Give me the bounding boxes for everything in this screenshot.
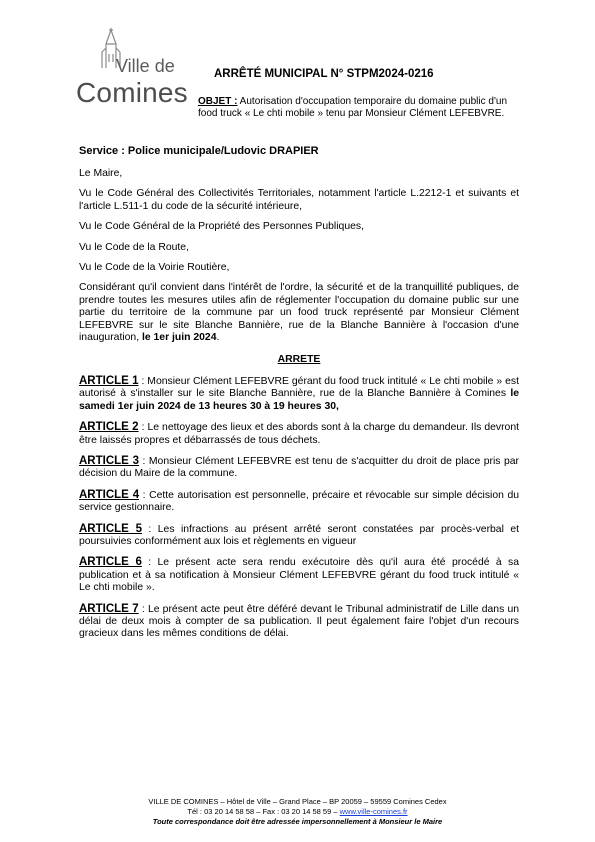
article bbox=[79, 523, 519, 549]
footer-contact bbox=[0, 807, 595, 817]
service-line: Service : Police municipale/Ludovic DRAPIER bbox=[79, 145, 319, 157]
article-label: ARTICLE 6 bbox=[79, 556, 142, 569]
document-body bbox=[79, 168, 519, 649]
article bbox=[79, 603, 519, 641]
considerant-date: le 1er juin 2024 bbox=[139, 332, 217, 344]
article-text: : Monsieur Clément LEFEBVRE gérant du food truck intitulé « Le chti mobile » est autorisé à s'installer sur le site Blanche Bannière, rue de la Blanche Bannière à Comines bbox=[79, 375, 520, 400]
footer-phone-fax: Tél : 03 20 14 58 58 – Fax : 03 20 14 58 59 – bbox=[187, 807, 340, 816]
considerant-end: . bbox=[216, 332, 220, 344]
arrete-heading: ARRETE bbox=[277, 354, 321, 366]
article-label: ARTICLE 5 bbox=[79, 522, 142, 535]
article-text: : Monsieur Clément LEFEBVRE est tenu de s'acquitter du droit de place pris par décision du Maire de la commune. bbox=[79, 455, 519, 480]
paragraph-cgct: Vu le Code Général des Collectivités Territoriales, notamment l'article L.2212-1 et suivants et l'article L.511-1 du code de la sécurité intérieure, bbox=[79, 188, 519, 212]
article-text: : Le nettoyage des lieux et des abords sont à la charge du demandeur. Ils devront être laissés propres et débarrassés de tous déchets. bbox=[79, 422, 520, 446]
article-label: ARTICLE 1 bbox=[79, 374, 139, 387]
paragraph-cgppp: Vu le Code Général de la Propriété des Personnes Publiques, bbox=[79, 221, 364, 233]
article-label: ARTICLE 7 bbox=[79, 602, 139, 615]
article bbox=[79, 421, 519, 447]
objet-text: Autorisation d'occupation temporaire du domaine public d'un food truck « Le chti mobile » tenu par Monsieur Clément LEFEBVRE. bbox=[198, 96, 507, 119]
considerant-text: Considérant qu'il convient dans l'intérêt de l'ordre, la sécurité et de la tranquillité publiques, de prendre toutes les mesures utiles afin de réglementer l'occupation du domaine public sur une partie du territoire de la commune par un food truck représenté par Monsieur Clément LEFEBVRE sur le site Blanche Bannière, rue de la Blanche Bannière à l'occasion d'une inauguration, bbox=[79, 282, 519, 344]
article-text: : Le présent acte peut être déféré devant le Tribunal administratif de Lille dans un délai de deux mois à compter de sa publication. Il peut également faire l'objet d'un recours gracieux dans les mêmes conditions de délai. bbox=[79, 603, 520, 640]
document-title: ARRÊTÉ MUNICIPAL N° STPM2024-0216 bbox=[214, 68, 434, 80]
footer-notice: Toute correspondance doit être adressée impersonnellement à Monsieur le Maire bbox=[152, 817, 443, 826]
article bbox=[79, 455, 519, 481]
article-bold-text: le samedi 1er juin 2024 de 13 heures 30 à 19 heures 30, bbox=[79, 388, 519, 412]
article bbox=[79, 489, 519, 515]
article bbox=[79, 375, 519, 413]
article-text: : Le présent acte sera rendu exécutoire dès qu'il aura été procédé à sa publication et à sa notification à Monsieur Clément LEFEBVRE gérant du food truck intitulé « Le chti mobile ». bbox=[79, 557, 519, 594]
ville-de-comines-logo bbox=[76, 28, 194, 110]
paragraph-voirie: Vu le Code de la Voirie Routière, bbox=[79, 262, 230, 274]
footer-address: VILLE DE COMINES – Hôtel de Ville – Grand Place – BP 20059 – 59559 Comines Cedex bbox=[148, 797, 447, 806]
logo-text-ville-de: Ville de bbox=[116, 56, 175, 76]
objet-block bbox=[198, 96, 518, 120]
paragraph-maire: Le Maire, bbox=[79, 168, 123, 179]
article-text: : Cette autorisation est personnelle, précaire et révocable sur simple décision du service gestionnaire. bbox=[79, 489, 520, 514]
article-label: ARTICLE 2 bbox=[79, 421, 139, 434]
article-label: ARTICLE 4 bbox=[79, 488, 140, 501]
article bbox=[79, 556, 519, 594]
article-label: ARTICLE 3 bbox=[79, 454, 140, 467]
footer bbox=[0, 797, 595, 827]
objet-label: OBJET : bbox=[198, 96, 238, 107]
website-link[interactable]: www.ville-comines.fr bbox=[339, 807, 408, 816]
article-text: : Les infractions au présent arrêté seront constatées par procès-verbal et poursuivies conformément aux lois et règlements en vigueur bbox=[79, 523, 520, 547]
paragraph-route: Vu le Code de la Route, bbox=[79, 241, 189, 253]
paragraph-considerant bbox=[79, 282, 519, 344]
logo-text-comines: Comines bbox=[76, 77, 188, 108]
